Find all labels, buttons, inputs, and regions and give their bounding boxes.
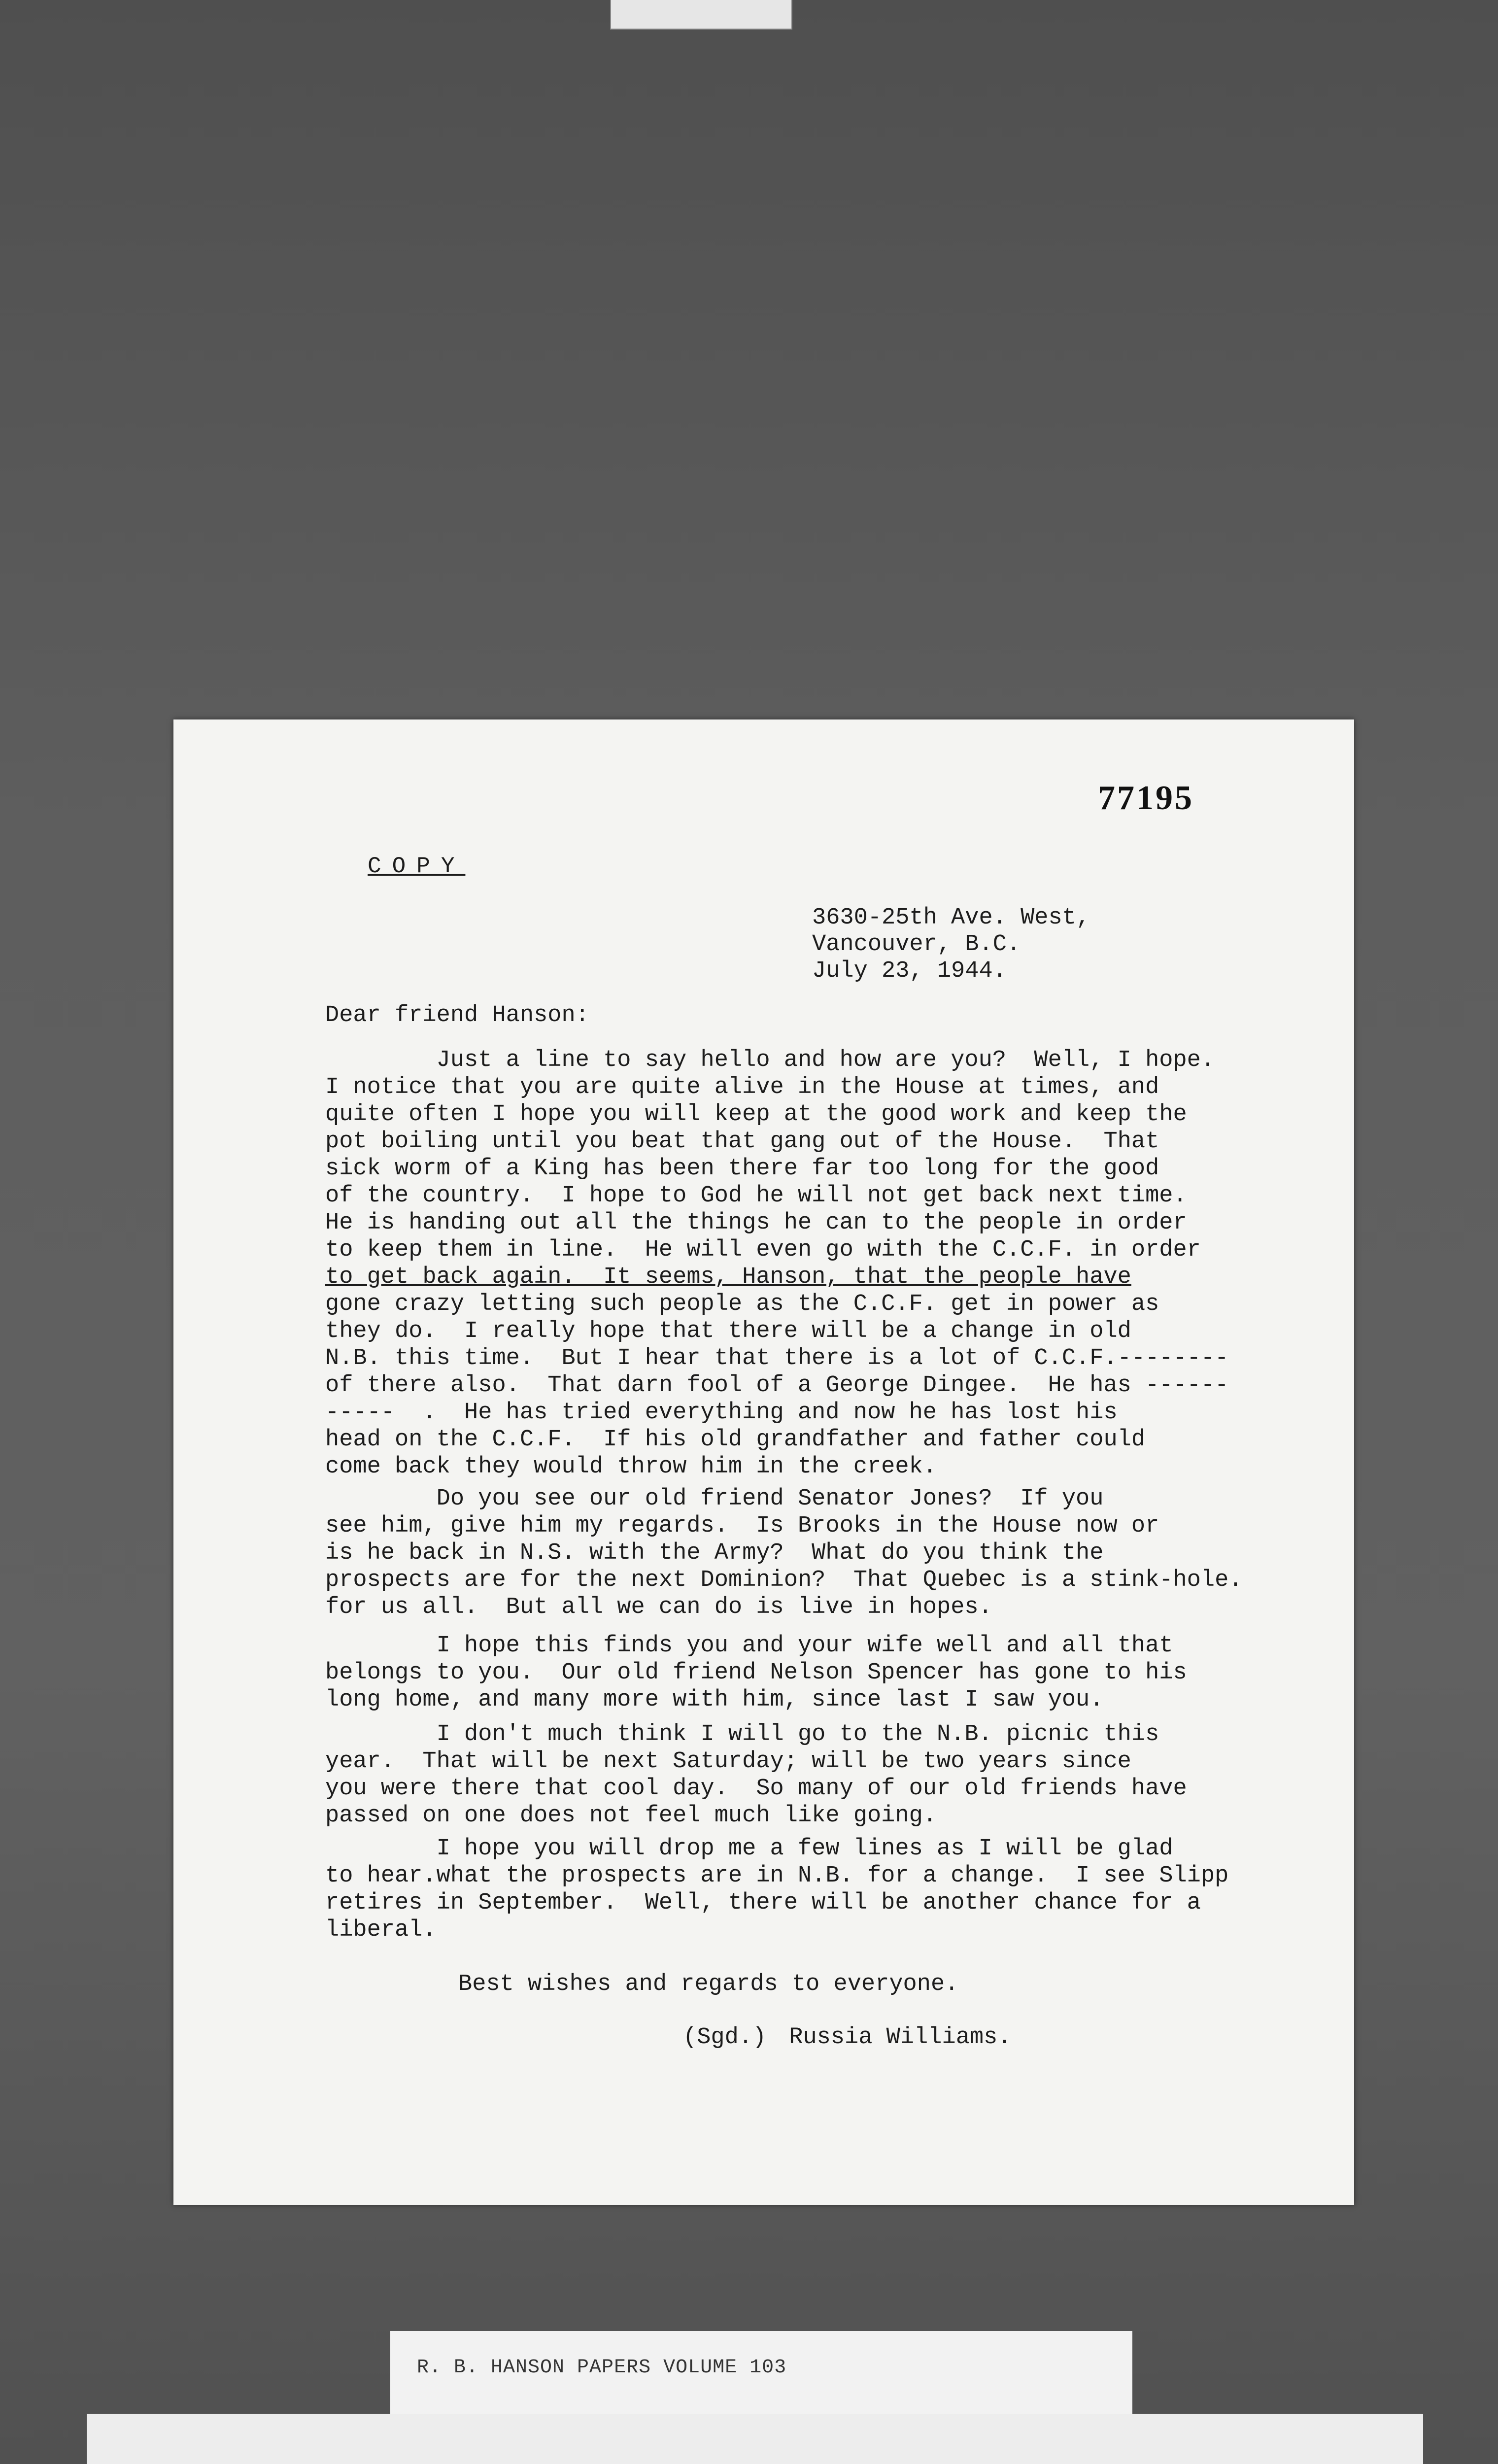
text-line: I notice that you are quite alive in the House at times, and xyxy=(325,1074,1159,1100)
signature-prefix: (Sgd.) xyxy=(683,2024,767,2051)
text-line: to hear.what the prospects are in N.B. for a change. I see Slipp xyxy=(325,1863,1229,1889)
text-line: I don't much think I will go to the N.B. picnic this xyxy=(325,1721,1159,1747)
paragraph-5 xyxy=(325,1835,1340,1944)
text-line: of the country. I hope to God he will not get back next time. xyxy=(325,1183,1187,1209)
text-line: is he back in N.S. with the Army? What do you think the xyxy=(325,1540,1104,1566)
address-line-street: 3630-25th Ave. West, xyxy=(812,905,1090,931)
volume-label: R. B. HANSON PAPERS VOLUME 103 xyxy=(390,2331,1132,2423)
text-line: quite often I hope you will keep at the good work and keep the xyxy=(325,1101,1187,1128)
closing: Best wishes and regards to everyone. xyxy=(458,1971,959,1997)
text-line: come back they would throw him in the creek. xyxy=(325,1454,937,1480)
text-line: retires in September. Well, there will be another chance for a xyxy=(325,1890,1201,1916)
text-line: I hope you will drop me a few lines as I will be glad xyxy=(325,1836,1173,1862)
text-line: I hope this finds you and your wife well and all that xyxy=(325,1633,1173,1659)
text-line: ----- . He has tried everything and now he has lost his xyxy=(325,1400,1118,1426)
text-line: they do. I really hope that there will be a change in old xyxy=(325,1318,1131,1344)
signature-line xyxy=(683,2024,1012,2051)
address-line-city: Vancouver, B.C. xyxy=(812,931,1021,958)
paragraph-1 xyxy=(325,1047,1340,1480)
paragraph-3 xyxy=(325,1632,1340,1713)
text-line: long home, and many more with him, since last I saw you. xyxy=(325,1687,1104,1713)
text-line: of there also. That darn fool of a George Dingee. He has ------ xyxy=(325,1372,1229,1399)
text-line: Just a line to say hello and how are you? Well, I hope. xyxy=(325,1047,1215,1073)
paragraph-4 xyxy=(325,1721,1340,1829)
text-line: head on the C.C.F. If his old grandfather and father could xyxy=(325,1427,1146,1453)
paragraph-2 xyxy=(325,1485,1340,1621)
text-line: year. That will be next Saturday; will be two years since xyxy=(325,1748,1131,1775)
text-line: N.B. this time. But I hear that there is a lot of C.C.F.-------- xyxy=(325,1345,1229,1371)
text-line-underlined: to get back again. It seems, Hanson, that the people have xyxy=(325,1264,1131,1290)
text-line: Do you see our old friend Senator Jones? If you xyxy=(325,1486,1104,1512)
text-line: sick worm of a King has been there far too long for the good xyxy=(325,1156,1159,1182)
salutation: Dear friend Hanson: xyxy=(325,1002,589,1028)
text-line: pot boiling until you beat that gang out of the House. That xyxy=(325,1129,1159,1155)
text-line: gone crazy letting such people as the C.C.F. get in power as xyxy=(325,1291,1159,1317)
text-line: see him, give him my regards. Is Brooks in the House now or xyxy=(325,1513,1159,1539)
copy-label: COPY xyxy=(368,854,466,879)
text-line: to keep them in line. He will even go with the C.C.F. in order xyxy=(325,1237,1201,1263)
address-line-date: July 23, 1944. xyxy=(812,958,1007,984)
text-line: you were there that cool day. So many of our old friends have xyxy=(325,1776,1187,1802)
text-line: He is handing out all the things he can to the people in order xyxy=(325,1210,1187,1236)
document-number: 77195 xyxy=(1098,779,1194,817)
signature-name: Russia Williams. xyxy=(789,2024,1012,2051)
top-clip-tab xyxy=(610,0,792,30)
text-line: belongs to you. Our old friend Nelson Spencer has gone to his xyxy=(325,1660,1187,1686)
archives-card xyxy=(87,2414,1423,2464)
text-line: liberal. xyxy=(325,1917,437,1943)
text-line: for us all. But all we can do is live in hopes. xyxy=(325,1594,992,1620)
text-line: prospects are for the next Dominion? That Quebec is a stink-hole. xyxy=(325,1567,1243,1593)
text-line: passed on one does not feel much like going. xyxy=(325,1803,937,1829)
